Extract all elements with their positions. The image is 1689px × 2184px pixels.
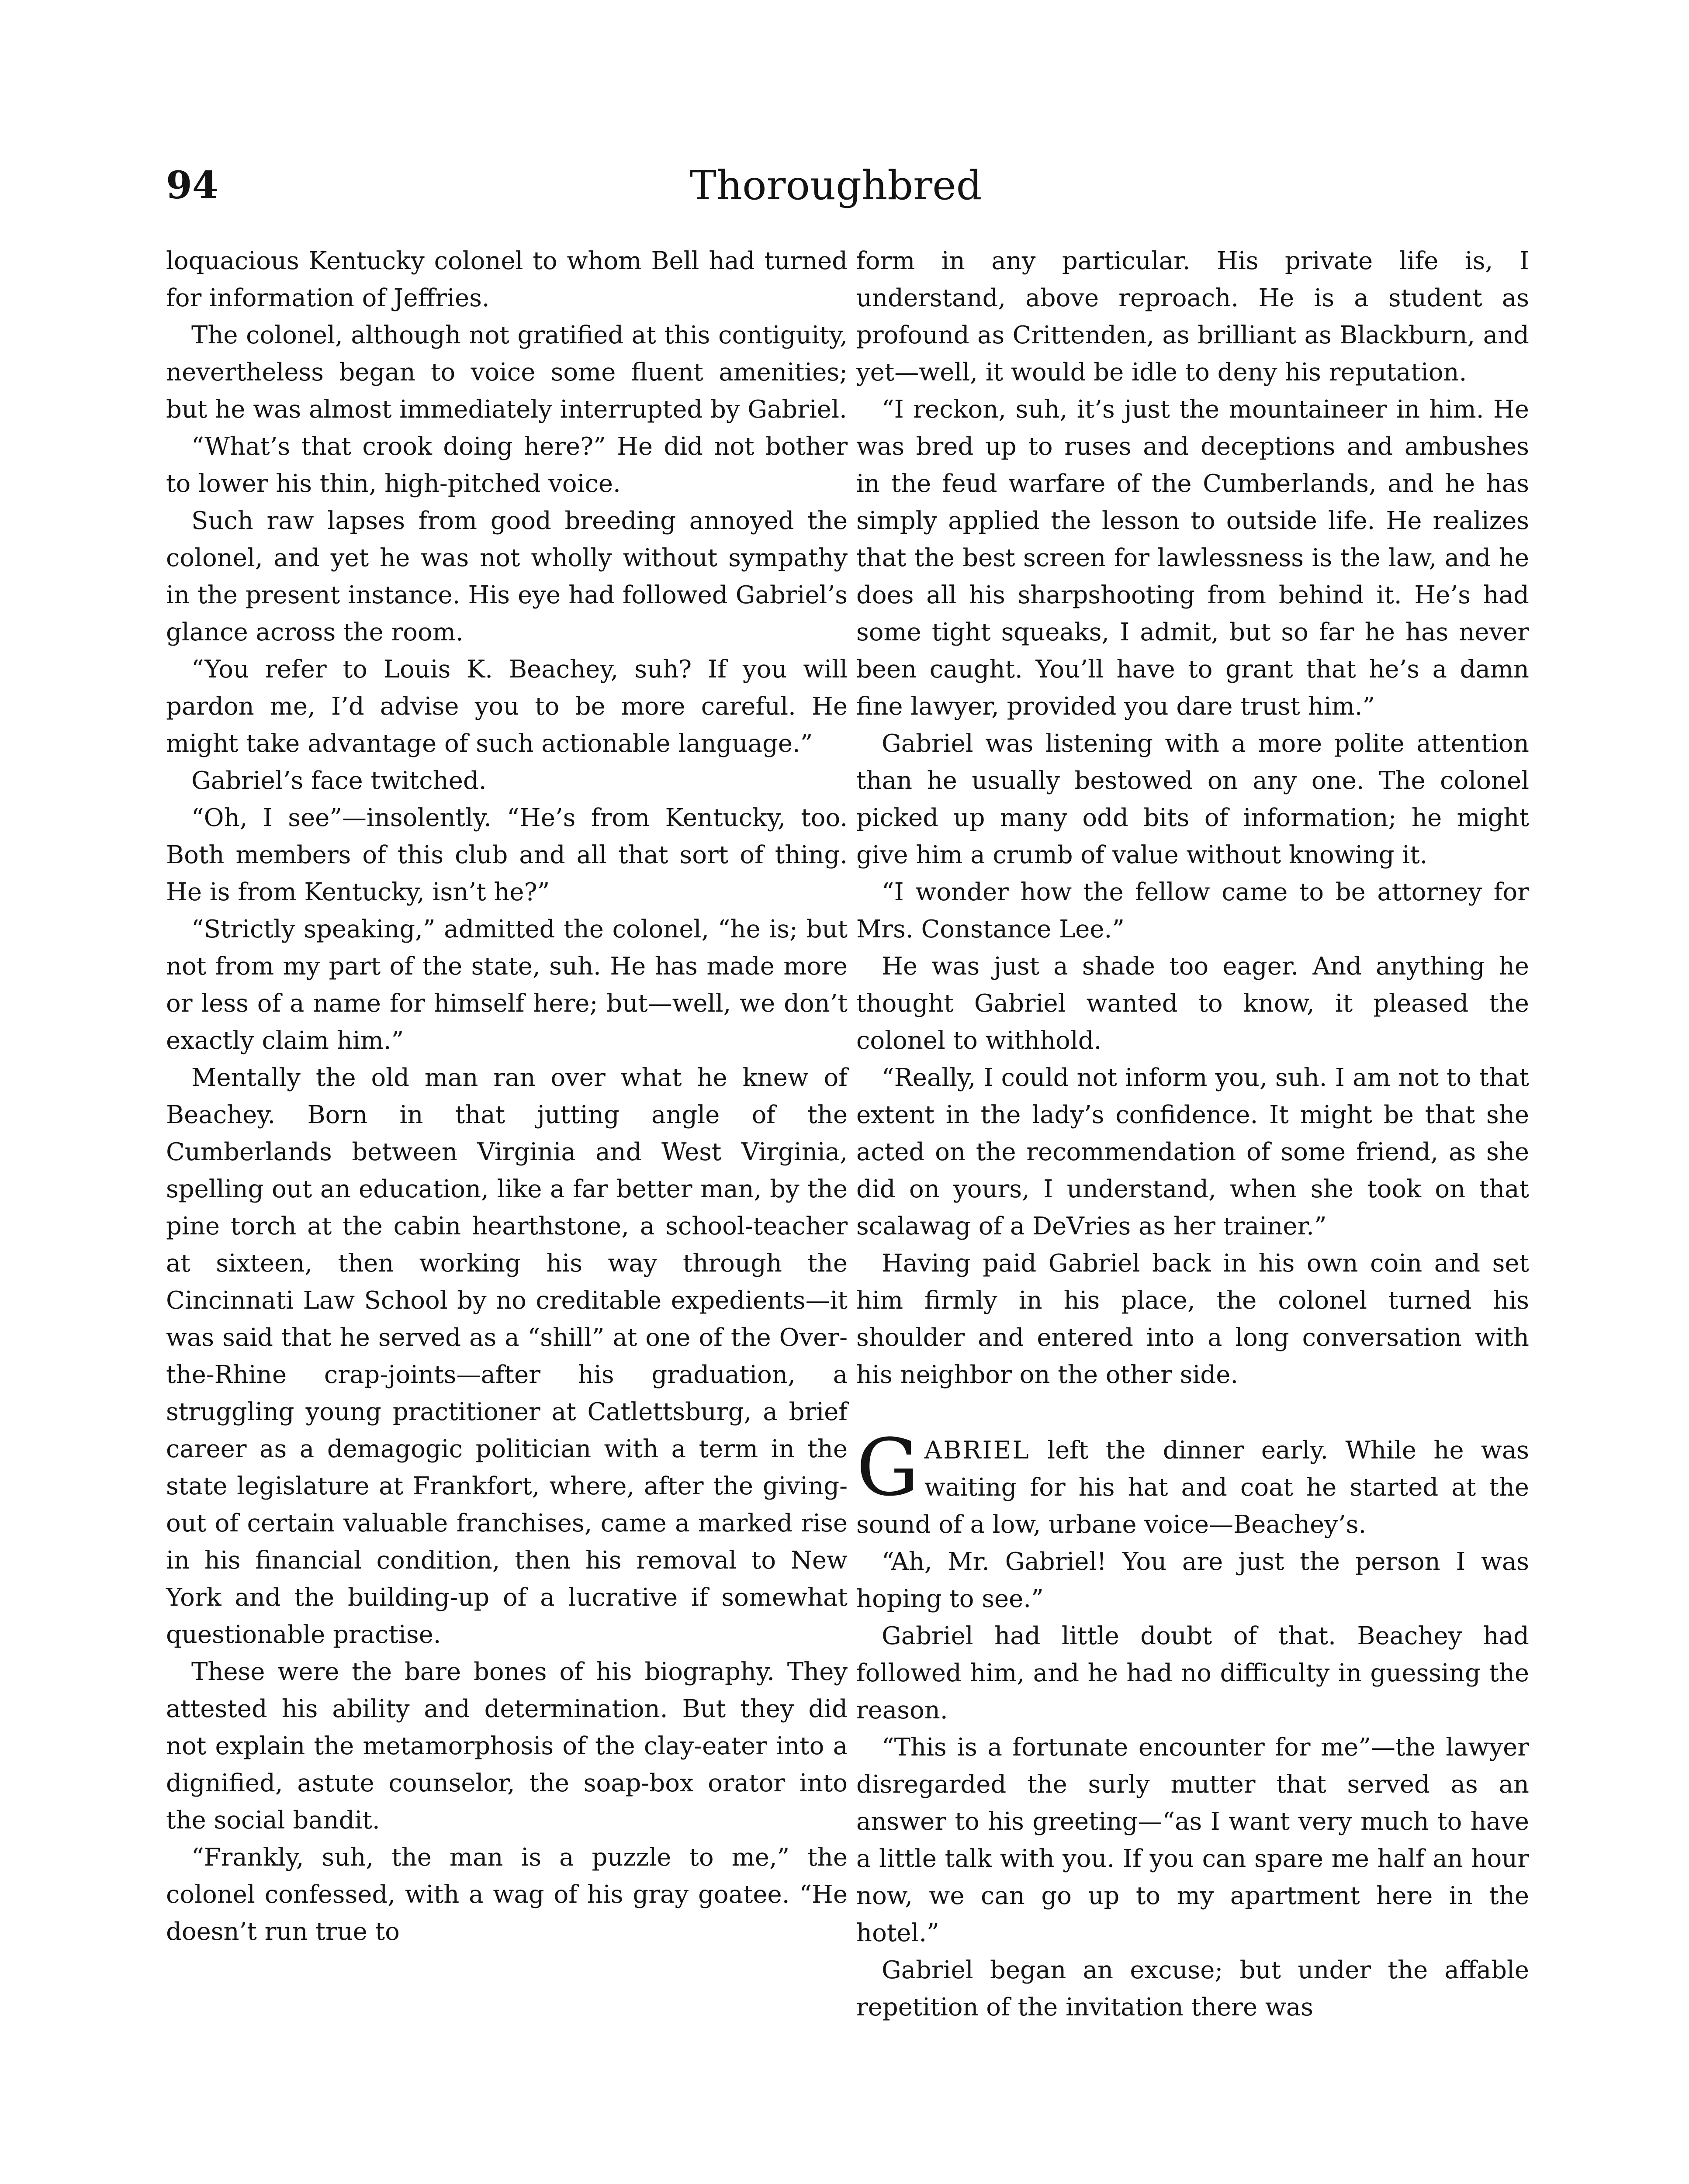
lead-caps: ABRIEL [924,1436,1030,1465]
paragraph: “Strictly speaking,” admitted the colonel, “he is; but not from my part of the state, suh. He has made more or less of a name for himself here; but—well, we don’t exactly claim him.” [166,915,848,1055]
paragraph: “Really, I could not inform you, suh. I am not to that extent in the lady’s confidence. It might be that she acted on the recommendation of some friend, as she did on yours, I understand, when she took on that scalawag of a DeVries as her trainer.” [856,1064,1529,1241]
paragraph: “You refer to Louis K. Beachey, suh? If you will pardon me, I’d advise you to be more careful. He might take advantage of such actionable language.” [166,655,848,758]
section-break [856,1393,1529,1432]
paragraph: Gabriel was listening with a more polite attention than he usually bestowed on any one. The colonel picked up many odd bits of information; he might give him a crumb of value without knowing it. [856,729,1529,869]
paragraph: Gabriel’s face twitched. [191,767,487,795]
paragraph: “Frankly, suh, the man is a puzzle to me,” the colonel confessed, with a wag of his gray goatee. “He doesn’t run true to [166,1843,848,1946]
section-opening-text: left the dinner early. While he was waiting for his hat and coat he started at the sound of a low, urbane voice—Beachey’s. [856,1436,1529,1539]
paragraph: form in any particular. His private life is, I understand, above reproach. He is a student as profound as Crittenden, as brilliant as Blackburn, and yet—well, it would be idle to deny his reputation. [856,247,1529,387]
paragraph: Such raw lapses from good breeding annoyed the colonel, and yet he was not wholly without sympathy in the present instance. His eye had followed Gabriel’s glance across the room. [166,507,848,646]
paragraph: “I reckon, suh, it’s just the mountaineer in him. He was bred up to ruses and deceptions and ambushes in the feud warfare of the Cumberlands, and he has simply applied the lesson to outside life. He realizes that the best screen for lawlessness is the law, and he does all his sharpshooting from behind it. He’s had some tight squeaks, I admit, but so far he has never been caught. You’ll have to grant that he’s a damn fine lawyer, provided you dare trust him.” [856,395,1529,721]
paragraph: The colonel, although not gratified at this contiguity, nevertheless began to voice some fluent amenities; but he was almost immediately interrupted by Gabriel. [166,321,848,424]
page-number: 94 [166,163,218,207]
drop-cap: G [856,1422,919,1514]
paragraph: “I wonder how the fellow came to be attorney for Mrs. Constance Lee.” [856,878,1529,943]
paragraph: “This is a fortunate encounter for me”—the lawyer disregarded the surly mutter that served as an answer to his greeting—“as I want very much to have a little talk with you. If you can spare me half an hour now, we can go up to my apartment here in the hotel.” [856,1733,1529,1947]
paragraph: loquacious Kentucky colonel to whom Bell had turned for information of Jeffries. [166,247,848,312]
section-opening-paragraph [856,1422,1529,1543]
paragraph: Having paid Gabriel back in his own coin and set him firmly in his place, the colonel turned his shoulder and entered into a long conversation with his neighbor on the other side. [856,1249,1529,1389]
paragraph: Gabriel began an excuse; but under the affable repetition of the invitation there was [856,1956,1529,2022]
right-column [856,242,1529,2026]
paragraph: Gabriel had little doubt of that. Beachey had followed him, and he had no difficulty in guessing the reason. [856,1622,1529,1724]
running-title: Thoroughbred [689,162,982,209]
paragraph: These were the bare bones of his biography. They attested his ability and determination. But they did not explain the metamorphosis of the clay-eater into a dignified, astute counselor, the soap-box orator into the social bandit. [166,1658,848,1835]
paragraph: “Oh, I see”—insolently. “He’s from Kentucky, too. Both members of this club and all that sort of thing. He is from Kentucky, isn’t he?” [166,804,848,906]
left-column [166,242,848,1950]
running-head [166,157,1506,214]
paragraph: He was just a shade too eager. And anything he thought Gabriel wanted to know, it pleased the colonel to withhold. [856,952,1529,1055]
paragraph: Mentally the old man ran over what he knew of Beachey. Born in that jutting angle of the Cumberlands between Virginia and West Virginia, spelling out an education, like a far better man, by the pine torch at the cabin hearthstone, a school-teacher at sixteen, then working his way through the Cincinnati Law School by no creditable expedients—it was said that he served as a “shill” at one of the Over-the-Rhine crap-joints—after his graduation, a struggling young practitioner at Catlettsburg, a brief career as a demagogic politician with a term in the state legislature at Frankfort, where, after the giving-out of certain valuable franchises, came a marked rise in his financial condition, then his removal to New York and the building-up of a lucrative if somewhat questionable practise. [166,1064,848,1649]
paragraph: “Ah, Mr. Gabriel! You are just the person I was hoping to see.” [856,1548,1529,1613]
paragraph: “What’s that crook doing here?” He did not bother to lower his thin, high-pitched voice. [166,432,848,498]
